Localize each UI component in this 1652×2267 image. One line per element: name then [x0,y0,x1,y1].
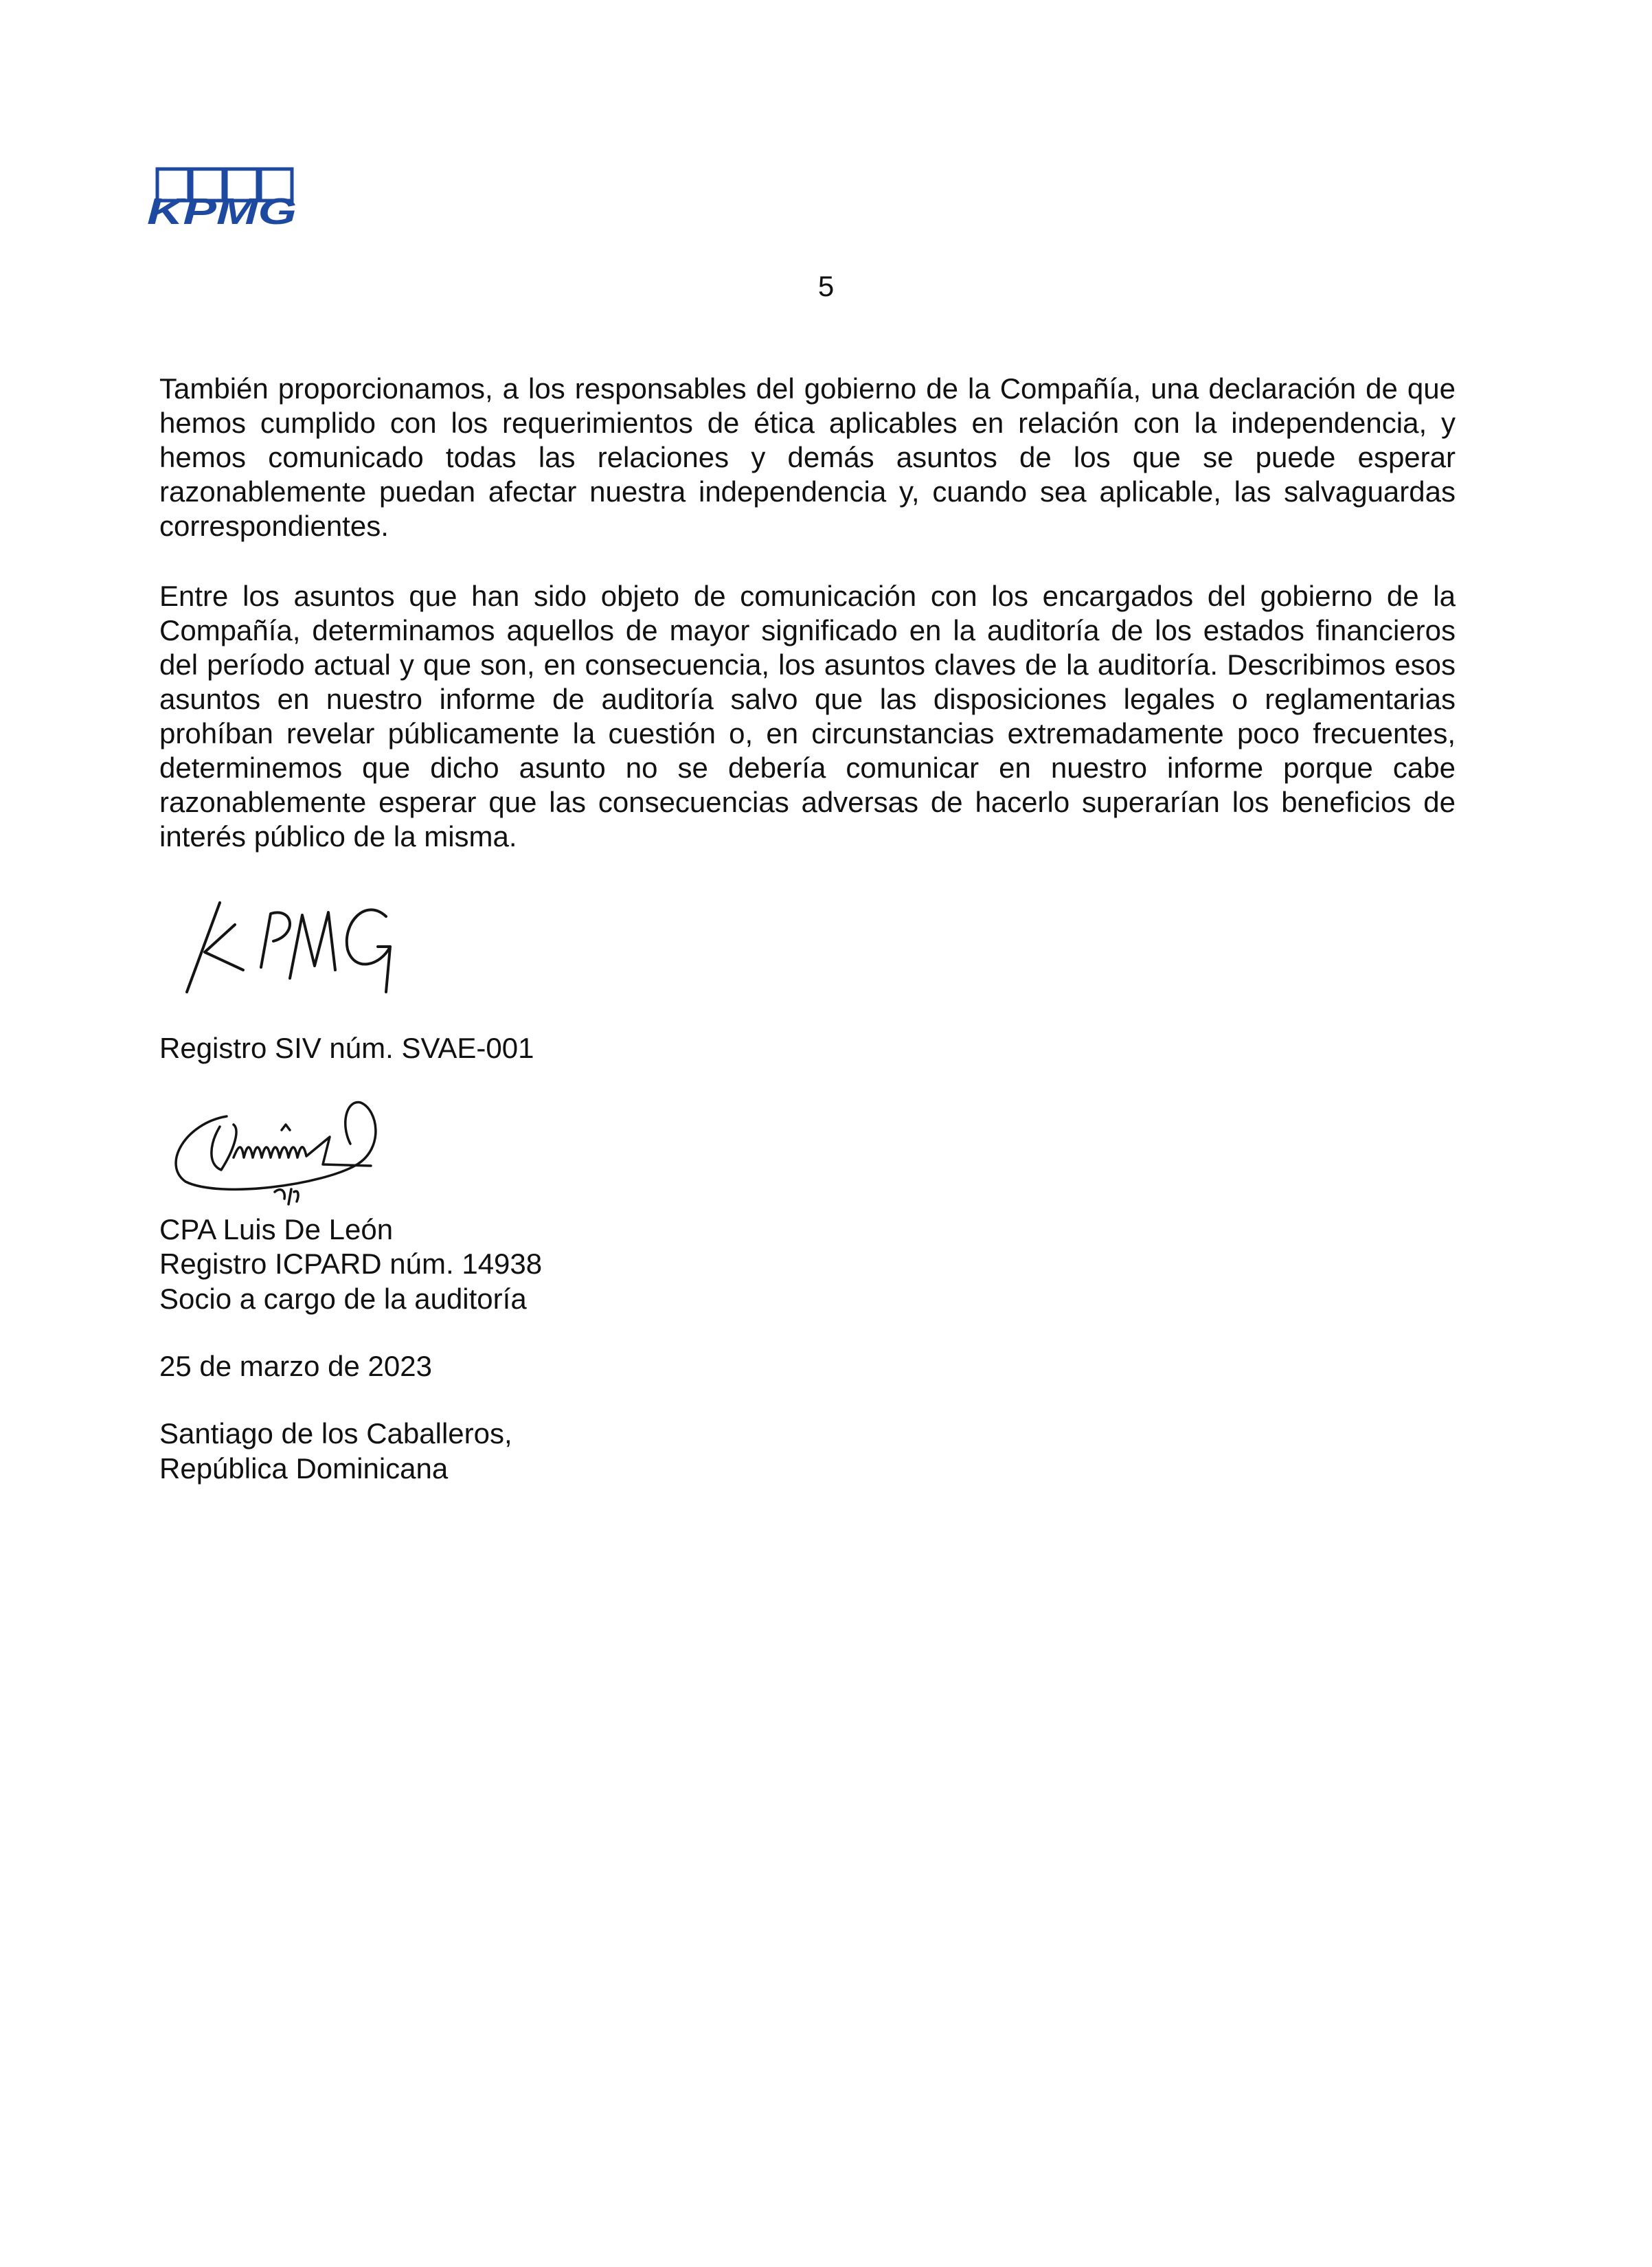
report-date: 25 de marzo de 2023 [159,1350,432,1382]
partner-handwritten-signature [165,1089,392,1209]
kpmg-handwritten-signature [180,883,441,1007]
partner-registration: Registro ICPARD núm. 14938 [159,1248,543,1280]
partner-role: Socio a cargo de la auditoría [159,1283,527,1315]
svg-text:KPMG: KPMG [147,191,297,225]
page-number: 5 [817,270,835,302]
partner-name: CPA Luis De León [159,1213,394,1245]
paragraph-key-audit-matters: Entre los asuntos que han sido objeto de comunicación con los encargados del gobierno de la Compañía, determinamos aquellos de mayor significado en la auditoría de los estados financieros del período actual y que son, en consecuencia, los asuntos claves de la auditoría. Describimos esos asuntos en nuestro informe de auditoría salvo que las disposiciones legales o reglamentarias prohíban revelar públicamente la cuestión o, en circunstancias extremadamente poco frecuentes, determinemos que dicho asunto no se debería comunicar en nuestro informe porque cabe razonablemente esperar que las consecuencias adversas de hacerlo superarían los beneficios de interés público de la misma. [159,580,1456,853]
location-city: Santiago de los Caballeros, [159,1417,512,1450]
location-country: República Dominicana [159,1452,449,1485]
paragraph-independence: También proporcionamos, a los responsables del gobierno de la Compañía, una declaración de que hemos cumplido con los requerimientos de ética aplicables en relación con la independencia, y hemos comunicado todas las relaciones y demás asuntos de los que se puede esperar razonablemente puedan afectar nuestra independencia y, cuando sea aplicable, las salvaguardas correspondientes. [159,372,1456,542]
kpmg-logo [146,166,299,225]
firm-registration: Registro SIV núm. SVAE-001 [159,1032,534,1064]
